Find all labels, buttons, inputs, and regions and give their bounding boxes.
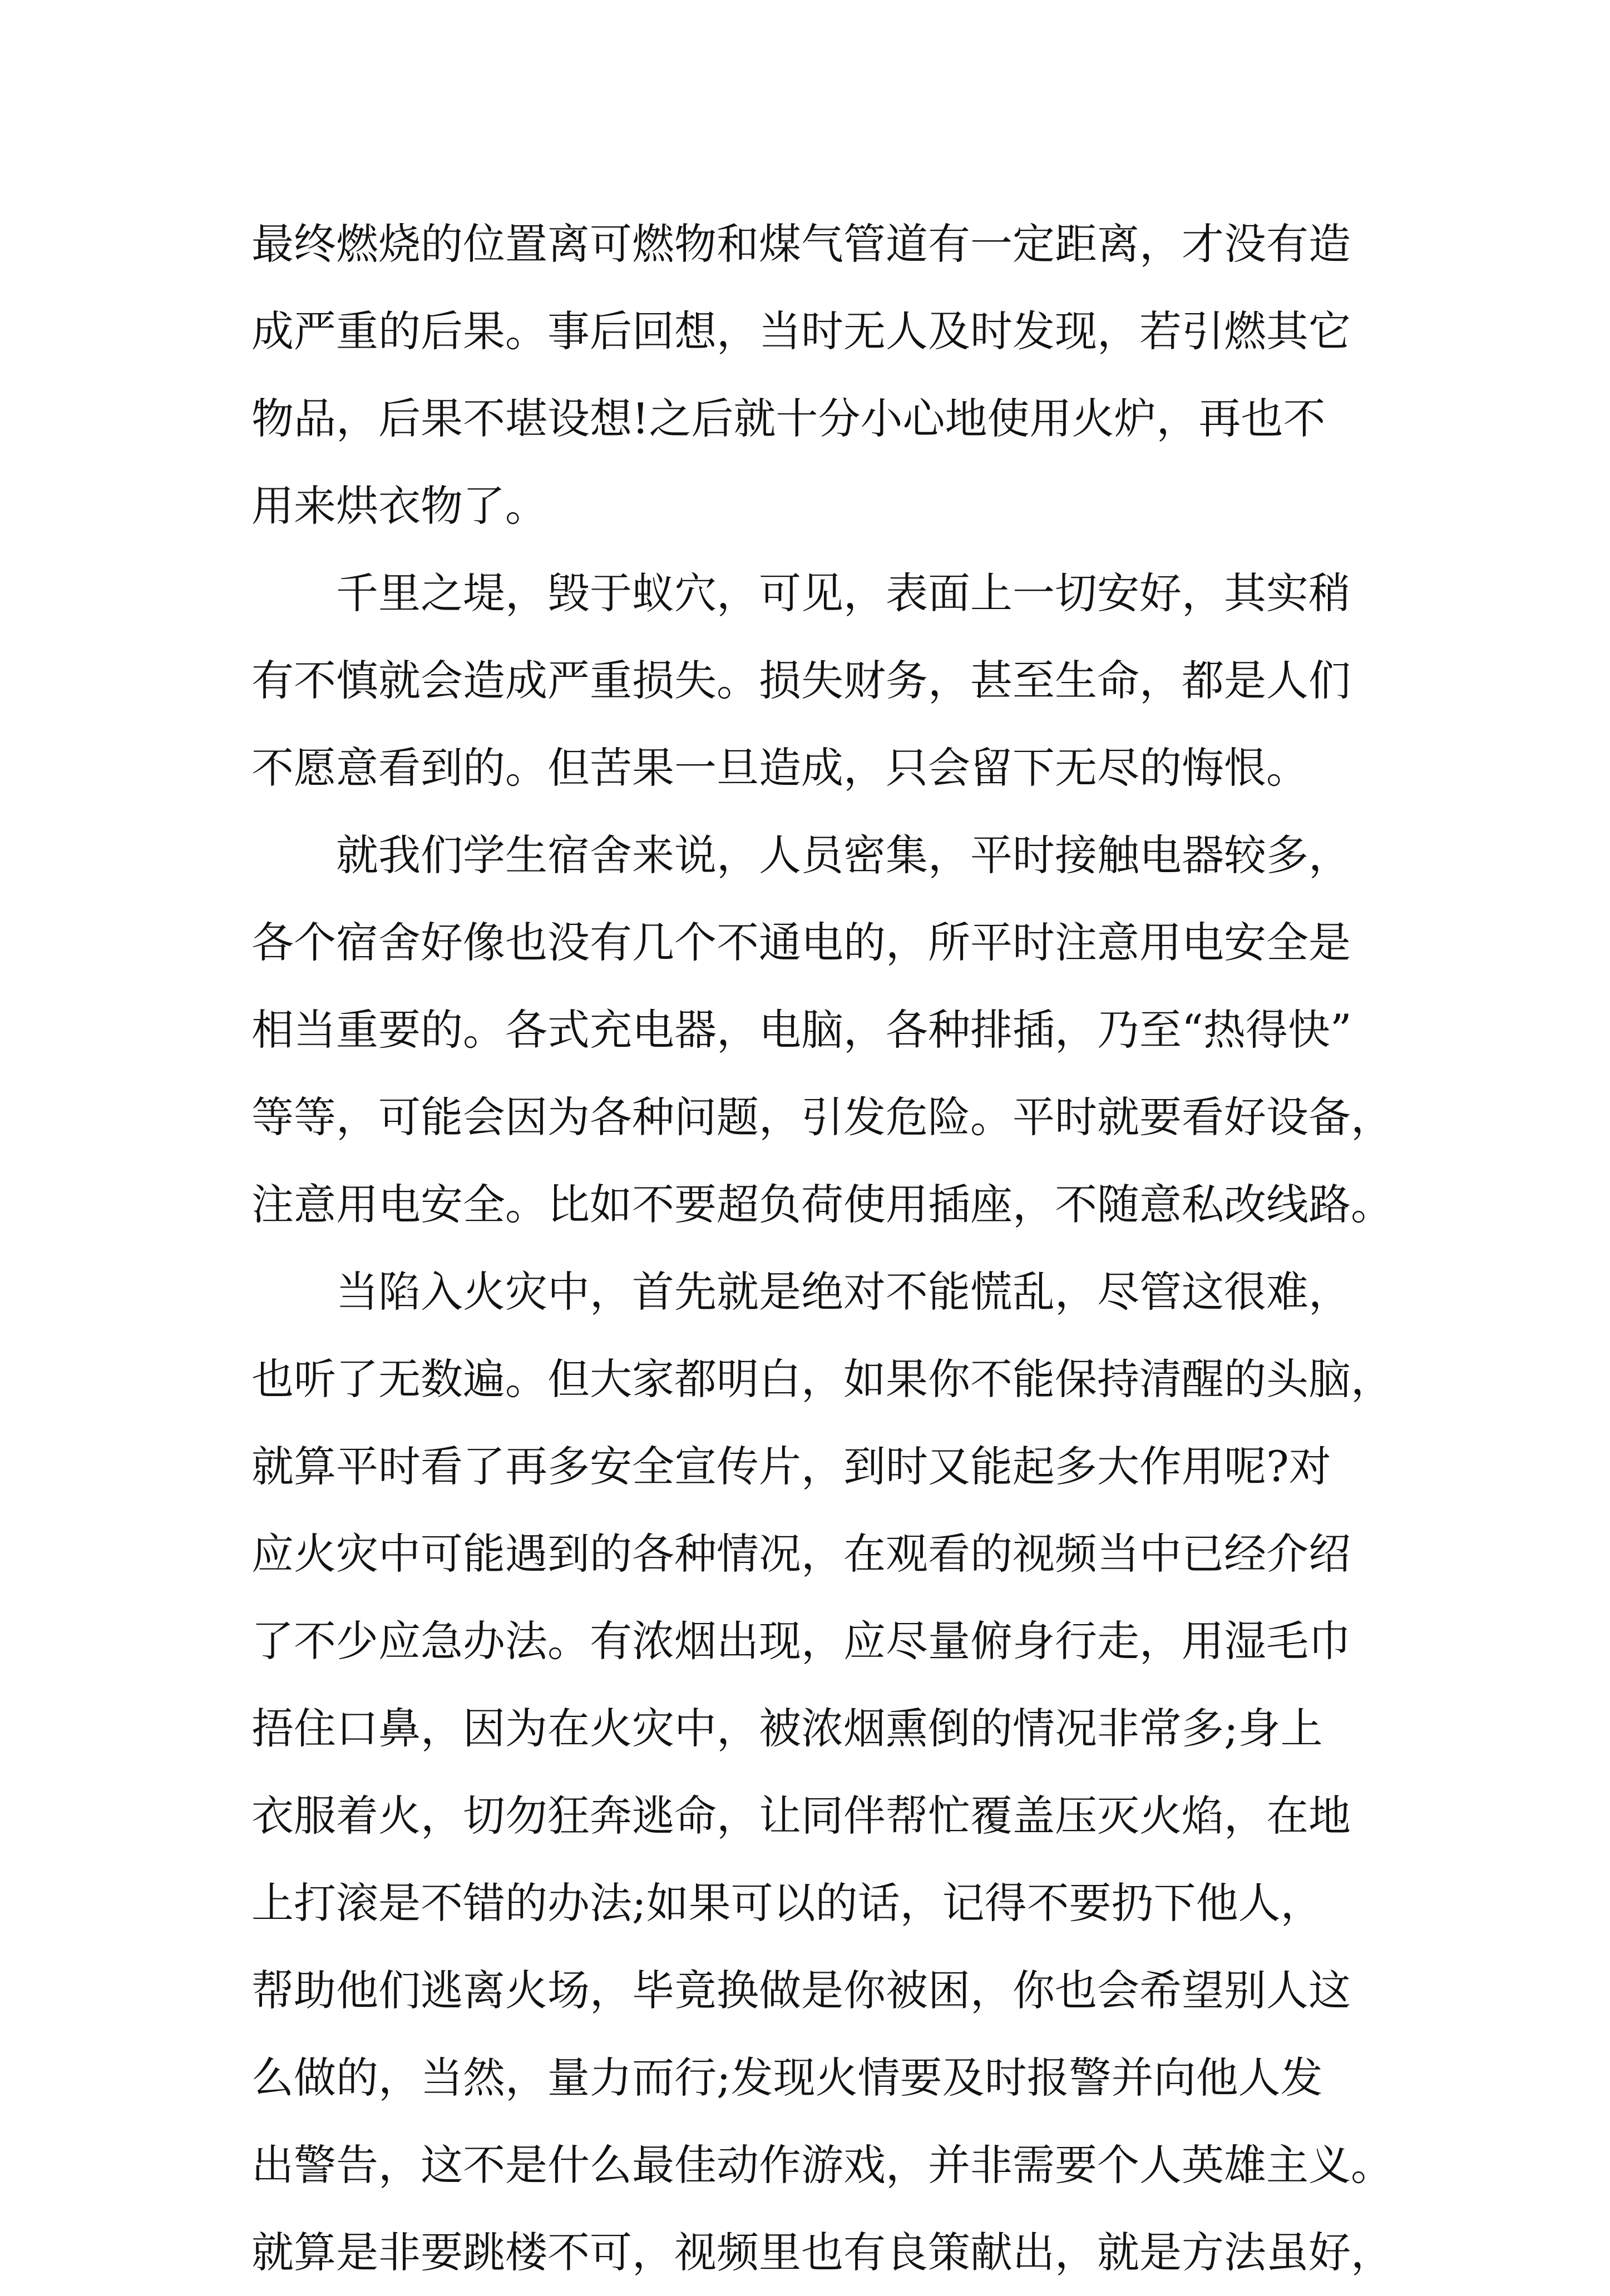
text-line: 最终燃烧的位置离可燃物和煤气管道有一定距离，才没有造 bbox=[251, 219, 1351, 269]
text-line: 上打滚是不错的办法;如果可以的话，记得不要扔下他人， bbox=[251, 1878, 1323, 1928]
text-line: 了不少应急办法。有浓烟出现，应尽量俯身行走，用湿毛巾 bbox=[251, 1616, 1351, 1666]
text-line: 出警告，这不是什么最佳动作游戏，并非需要个人英雄主义。 bbox=[251, 2140, 1393, 2190]
text-line: 相当重要的。各式充电器，电脑，各种排插，乃至“热得快” bbox=[251, 1005, 1352, 1055]
text-line: 物品，后果不堪设想!之后就十分小心地使用火炉，再也不 bbox=[251, 394, 1326, 443]
text-line: 不愿意看到的。但苦果一旦造成，只会留下无尽的悔恨。 bbox=[251, 743, 1308, 793]
text-line: 捂住口鼻，因为在火灾中，被浓烟熏倒的情况非常多;身上 bbox=[251, 1704, 1323, 1753]
text-line: 各个宿舍好像也没有几个不通电的，所平时注意用电安全是 bbox=[251, 918, 1351, 967]
text-line: 应火灾中可能遇到的各种情况，在观看的视频当中已经介绍 bbox=[251, 1529, 1351, 1578]
paragraph-first-line: 就我们学生宿舍来说，人员密集，平时接触电器较多， bbox=[336, 830, 1351, 880]
text-line: 注意用电安全。比如不要超负荷使用插座，不随意私改线路。 bbox=[251, 1180, 1393, 1229]
paragraph-first-line: 千里之堤，毁于蚁穴，可见，表面上一切安好，其实稍 bbox=[336, 568, 1351, 618]
text-line: 就算平时看了再多安全宣传片，到时又能起多大作用呢?对 bbox=[251, 1442, 1331, 1491]
paragraph-first-line: 当陷入火灾中，首先就是绝对不能慌乱，尽管这很难， bbox=[336, 1267, 1351, 1317]
text-line: 衣服着火，切勿狂奔逃命，让同伴帮忙覆盖压灭火焰，在地 bbox=[251, 1791, 1351, 1840]
text-line: 用来烘衣物了。 bbox=[251, 481, 547, 531]
body-text bbox=[251, 200, 1393, 2296]
text-line: 等等，可能会因为各种问题，引发危险。平时就要看好设备， bbox=[251, 1092, 1393, 1142]
text-line: 成严重的后果。事后回想，当时无人及时发现，若引燃其它 bbox=[251, 306, 1351, 356]
text-line: 么做的，当然，量力而行;发现火情要及时报警并向他人发 bbox=[251, 2053, 1323, 2102]
text-line: 也听了无数遍。但大家都明白，如果你不能保持清醒的头脑， bbox=[251, 1354, 1393, 1404]
text-line: 有不慎就会造成严重损失。损失财务，甚至生命，都是人们 bbox=[251, 656, 1351, 705]
text-line: 帮助他们逃离火场，毕竟换做是你被困，你也会希望别人这 bbox=[251, 1966, 1351, 2015]
text-line: 就算是非要跳楼不可，视频里也有良策献出，就是方法虽好， bbox=[251, 2228, 1393, 2277]
